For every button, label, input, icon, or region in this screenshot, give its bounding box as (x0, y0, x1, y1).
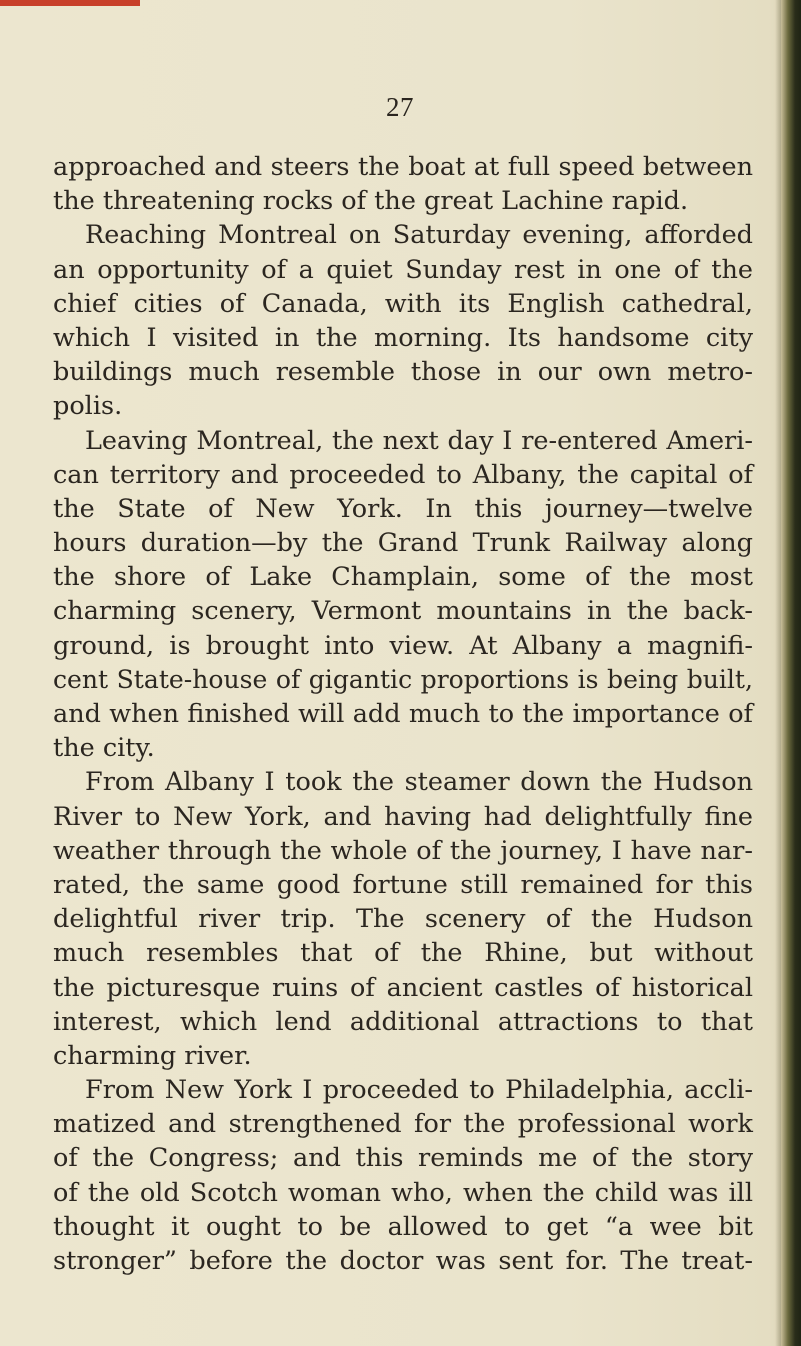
text-line: buildings much resemble those in our own metro- (53, 357, 753, 388)
text-line: can territory and proceeded to Albany, the capital of (53, 459, 753, 490)
text-line: the picturesque ruins of ancient castles of historical (53, 972, 753, 1003)
book-binding-edge (781, 0, 801, 1346)
body-text (53, 150, 753, 1278)
text-line: cent State-house of gigantic proportions is being built, (53, 664, 753, 694)
text-line: rated, the same good fortune still remained for this (53, 869, 753, 900)
text-line: the threatening rocks of the great Lachine rapid. (53, 186, 689, 217)
text-line: matized and strengthened for the professional work (53, 1109, 753, 1140)
text-line: delightful river trip. The scenery of the Hudson (53, 904, 753, 935)
text-line: the State of New York. In this journey—twelve (53, 493, 753, 524)
text-line: charming river. (53, 1040, 252, 1071)
text-line: stronger” before the doctor was sent for. The treat- (53, 1246, 753, 1276)
text-line: the shore of Lake Champlain, some of the most (53, 562, 753, 593)
text-line: of the Congress; and this reminds me of the story (53, 1143, 753, 1174)
text-line: weather through the whole of the journey, I have nar- (53, 835, 753, 866)
text-line: approached and steers the boat at full speed between (53, 152, 753, 182)
text-line: Reaching Montreal on Saturday evening, afforded (85, 220, 753, 251)
text-line: an opportunity of a quiet Sunday rest in one of the (53, 254, 753, 285)
text-line: of the old Scotch woman who, when the child was ill (53, 1177, 753, 1208)
text-line: hours duration—by the Grand Trunk Railway along (53, 528, 753, 559)
text-line: much resembles that of the Rhine, but without (53, 938, 753, 969)
text-line: thought it ought to be allowed to get “a wee bit (53, 1211, 753, 1242)
text-line: From Albany I took the steamer down the Hudson (85, 767, 753, 798)
text-line: River to New York, and having had delightfully fine (53, 801, 753, 832)
top-edge-mark (0, 0, 140, 6)
text-line: Leaving Montreal, the next day I re-entered Ameri- (85, 425, 753, 456)
text-line: From New York I proceeded to Philadelphia, accli- (85, 1075, 753, 1106)
text-line: polis. (53, 391, 123, 422)
text-line: which I visited in the morning. Its handsome city (53, 322, 753, 353)
text-line: interest, which lend additional attractions to that (53, 1006, 753, 1037)
text-line: the city. (53, 733, 155, 764)
text-line: chief cities of Canada, with its English cathedral, (53, 288, 753, 319)
text-line: ground, is brought into view. At Albany a magnifi- (53, 630, 753, 661)
page-number: 27 (386, 92, 414, 122)
text-line: charming scenery, Vermont mountains in the back- (53, 596, 753, 627)
text-line: and when finished will add much to the importance of (53, 699, 753, 729)
